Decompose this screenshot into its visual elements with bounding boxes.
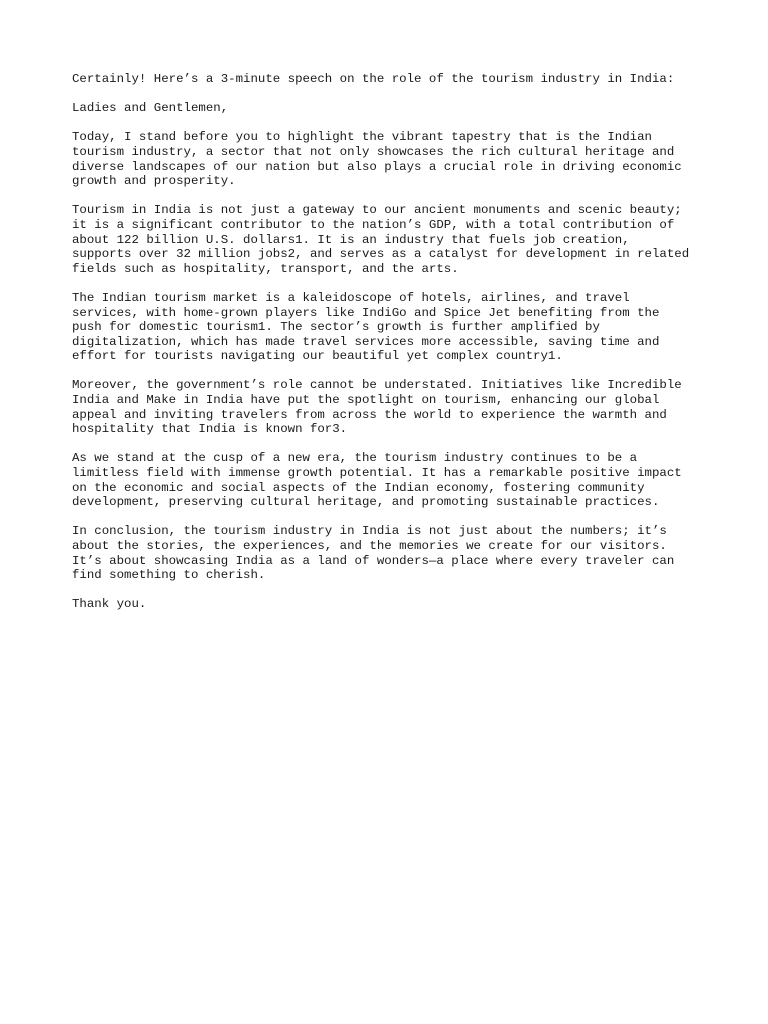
paragraph-opening: Today, I stand before you to highlight the vibrant tapestry that is the Indian tourism industry, a sector that not only showcases the rich cultural heritage and diverse landscapes of our nation but also plays a crucial role in driving economic growth and prosperity. xyxy=(72,130,682,189)
paragraph-economy: Tourism in India is not just a gateway to our ancient monuments and scenic beauty; it is a significant contributor to the nation’s GDP, with a total contribution of about 122 billion U.S. dollars1. It is an industry that fuels job creation, supports over 32 million jobs2, and serves as a catalyst for development in related fields such as hospitality, transport, and the arts. xyxy=(72,203,690,276)
document-page xyxy=(72,72,712,627)
paragraph-market: The Indian tourism market is a kaleidoscope of hotels, airlines, and travel services, with home-grown players like IndiGo and Spice Jet benefiting from the push for domestic tourism1. The sector’s growth is further amplified by digitalization, which has made travel services more accessible, saving time and effort for tourists navigating our beautiful yet complex country1. xyxy=(72,290,660,364)
paragraph-conclusion: In conclusion, the tourism industry in India is not just about the numbers; it’s about the stories, the experiences, and the memories we create for our visitors. It’s about showcasing India as a land of wonders—a place where every traveler can find something to cherish. xyxy=(72,524,675,583)
closing-line: Thank you. xyxy=(72,597,147,612)
intro-line: Certainly! Here’s a 3-minute speech on the role of the tourism industry in India: xyxy=(72,72,675,86)
paragraph-growth: As we stand at the cusp of a new era, the tourism industry continues to be a limitless field with immense growth potential. It has a remarkable positive impact on the economic and social aspects of the Indian economy, fostering community development, preserving cultural heritage, and promoting sustainable practices. xyxy=(72,451,682,510)
paragraph-government: Moreover, the government’s role cannot be understated. Initiatives like Incredible India and Make in India have put the spotlight on tourism, enhancing our global appeal and inviting travelers from across the world to experience the warmth and hospitality that India is known for3. xyxy=(72,378,682,437)
salutation: Ladies and Gentlemen, xyxy=(72,101,229,116)
